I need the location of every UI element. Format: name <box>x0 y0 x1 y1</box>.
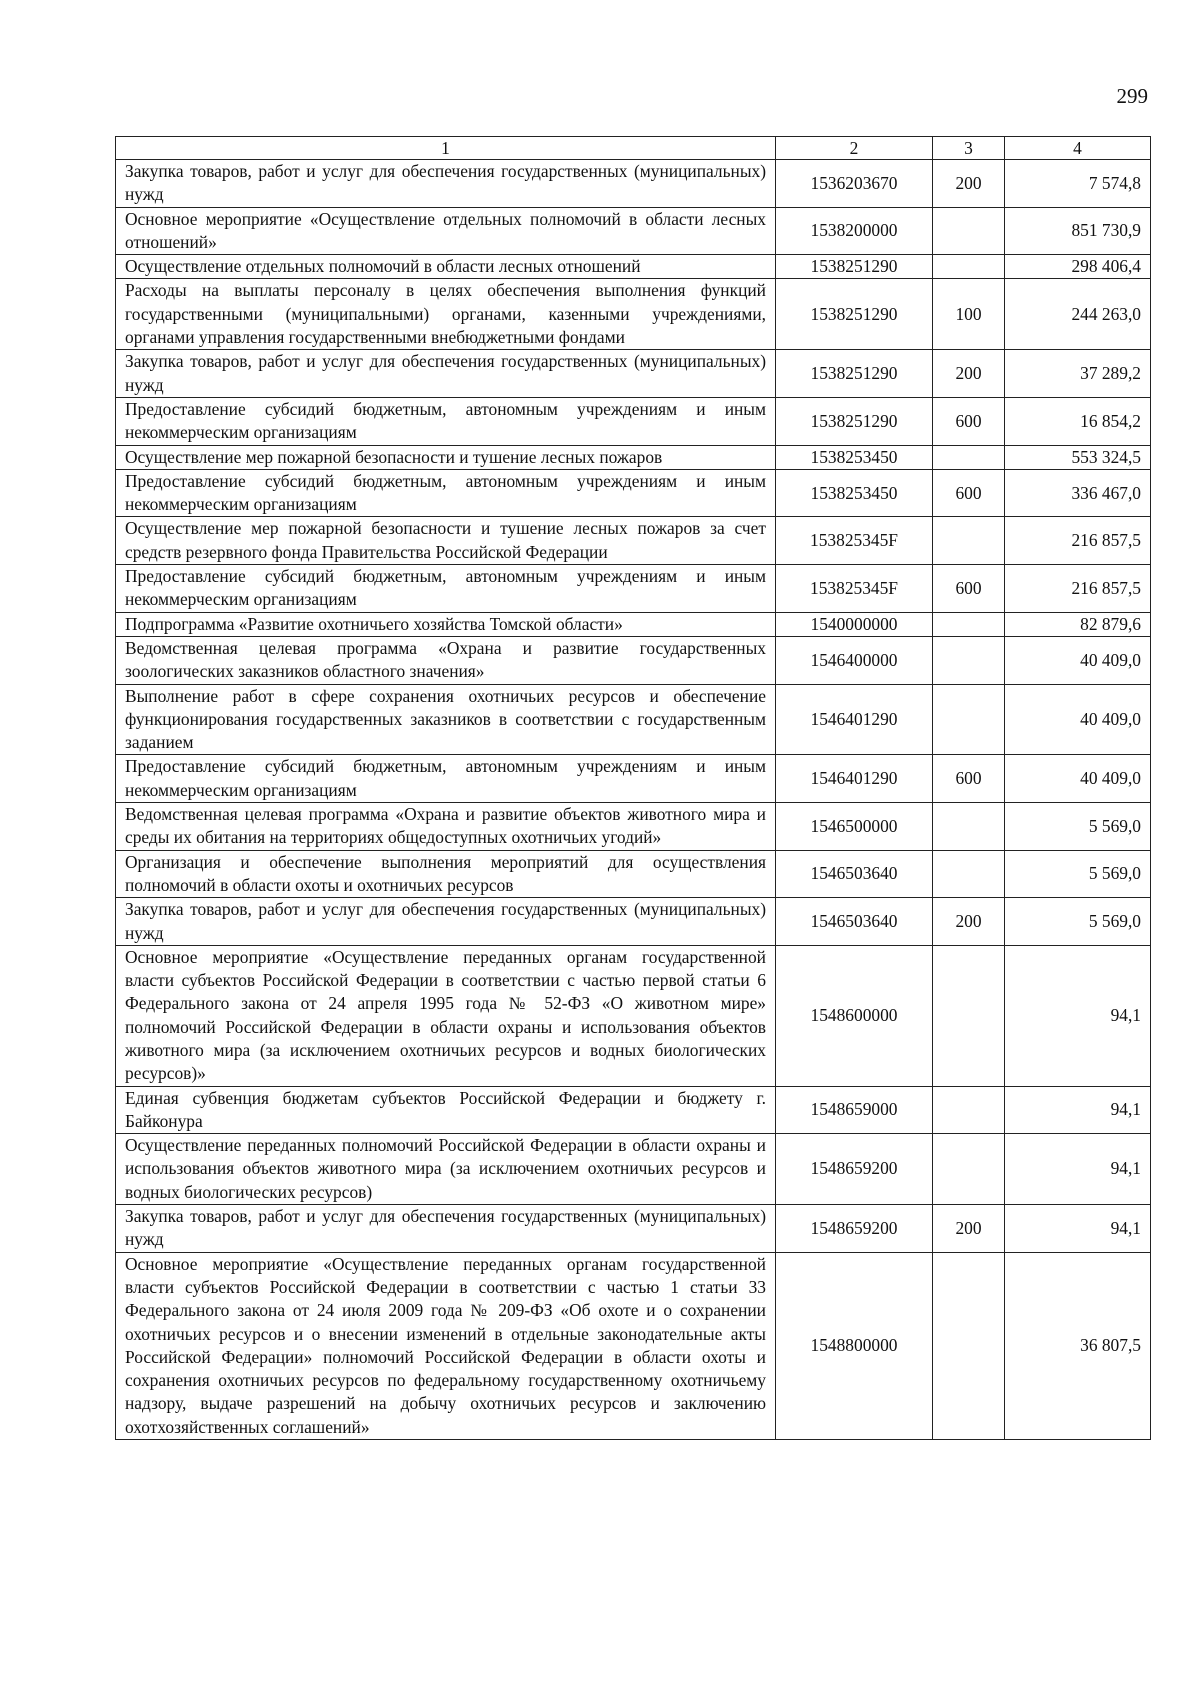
code-cell: 1538251290 <box>776 255 933 279</box>
table-row <box>116 350 1151 398</box>
expense-type-cell: 600 <box>933 755 1005 803</box>
header-col-3: 3 <box>933 137 1005 160</box>
amount-cell: 5 569,0 <box>1005 898 1151 946</box>
code-cell: 1546401290 <box>776 684 933 755</box>
code-cell: 1538251290 <box>776 350 933 398</box>
code-cell: 1540000000 <box>776 612 933 636</box>
table-row <box>116 1086 1151 1134</box>
header-col-4: 4 <box>1005 137 1151 160</box>
description-cell: Предоставление субсидий бюджетным, автономным учреждениям и иным некоммерческим организациям <box>116 469 776 517</box>
amount-cell: 82 879,6 <box>1005 612 1151 636</box>
budget-table <box>115 136 1151 1440</box>
description-cell: Основное мероприятие «Осуществление переданных органам государственной власти субъектов Российской Федерации в соответствии с частью первой статьи 6 Федерального закона от 24 апреля 1995 года № 52-ФЗ «О животном мире» полномочий Российской Федерации в области охраны и использования объектов животного мира (за исключением охотничьих ресурсов и водных биологических ресурсов)» <box>116 945 776 1086</box>
description-cell: Осуществление отдельных полномочий в области лесных отношений <box>116 255 776 279</box>
code-cell: 1548600000 <box>776 945 933 1086</box>
expense-type-cell: 200 <box>933 160 1005 208</box>
table-row <box>116 517 1151 565</box>
amount-cell: 244 263,0 <box>1005 279 1151 350</box>
amount-cell: 37 289,2 <box>1005 350 1151 398</box>
table-row <box>116 898 1151 946</box>
table-row <box>116 255 1151 279</box>
expense-type-cell <box>933 517 1005 565</box>
code-cell: 1538251290 <box>776 279 933 350</box>
description-cell: Предоставление субсидий бюджетным, автономным учреждениям и иным некоммерческим организациям <box>116 755 776 803</box>
description-cell: Предоставление субсидий бюджетным, автономным учреждениям и иным некоммерческим организациям <box>116 565 776 613</box>
code-cell: 1548800000 <box>776 1252 933 1439</box>
code-cell: 1548659000 <box>776 1086 933 1134</box>
code-cell: 1538200000 <box>776 207 933 255</box>
description-cell: Основное мероприятие «Осуществление отдельных полномочий в области лесных отношений» <box>116 207 776 255</box>
header-col-1: 1 <box>116 137 776 160</box>
expense-type-cell <box>933 636 1005 684</box>
table-row <box>116 207 1151 255</box>
amount-cell: 16 854,2 <box>1005 397 1151 445</box>
description-cell: Ведомственная целевая программа «Охрана и развитие объектов животного мира и среды их обитания на территориях общедоступных охотничьих угодий» <box>116 803 776 851</box>
code-cell: 1536203670 <box>776 160 933 208</box>
code-cell: 1538253450 <box>776 445 933 469</box>
header-col-2: 2 <box>776 137 933 160</box>
table-header-row <box>116 137 1151 160</box>
amount-cell: 5 569,0 <box>1005 850 1151 898</box>
amount-cell: 7 574,8 <box>1005 160 1151 208</box>
table-row <box>116 397 1151 445</box>
expense-type-cell: 200 <box>933 898 1005 946</box>
amount-cell: 36 807,5 <box>1005 1252 1151 1439</box>
amount-cell: 94,1 <box>1005 945 1151 1086</box>
amount-cell: 94,1 <box>1005 1086 1151 1134</box>
description-cell: Предоставление субсидий бюджетным, автономным учреждениям и иным некоммерческим организациям <box>116 397 776 445</box>
amount-cell: 553 324,5 <box>1005 445 1151 469</box>
expense-type-cell <box>933 850 1005 898</box>
table-row <box>116 945 1151 1086</box>
description-cell: Осуществление переданных полномочий Российской Федерации в области охраны и использования объектов животного мира (за исключением охотничьих ресурсов и водных биологических ресурсов) <box>116 1134 776 1205</box>
table-row <box>116 636 1151 684</box>
expense-type-cell: 100 <box>933 279 1005 350</box>
expense-type-cell <box>933 255 1005 279</box>
description-cell: Закупка товаров, работ и услуг для обеспечения государственных (муниципальных) нужд <box>116 350 776 398</box>
code-cell: 1546503640 <box>776 898 933 946</box>
description-cell: Выполнение работ в сфере сохранения охотничьих ресурсов и обеспечение функционирования государственных заказников в соответствии с государственным заданием <box>116 684 776 755</box>
code-cell: 1538253450 <box>776 469 933 517</box>
code-cell: 153825345F <box>776 565 933 613</box>
expense-type-cell <box>933 1086 1005 1134</box>
code-cell: 1546503640 <box>776 850 933 898</box>
amount-cell: 40 409,0 <box>1005 684 1151 755</box>
code-cell: 1546400000 <box>776 636 933 684</box>
description-cell: Основное мероприятие «Осуществление переданных органам государственной власти субъектов Российской Федерации в соответствии с частью 1 статьи 33 Федерального закона от 24 июля 2009 года № 209-ФЗ «Об охоте и о сохранении охотничьих ресурсов и о внесении изменений в отдельные законодательные акты Российской Федерации» полномочий Российской Федерации в области охоты и сохранения охотничьих ресурсов по федеральному государственному охотничьему надзору, выдаче разрешений на добычу охотничьих ресурсов и заключению охотхозяйственных соглашений» <box>116 1252 776 1439</box>
description-cell: Организация и обеспечение выполнения мероприятий для осуществления полномочий в области охоты и охотничьих ресурсов <box>116 850 776 898</box>
expense-type-cell <box>933 1134 1005 1205</box>
code-cell: 1546500000 <box>776 803 933 851</box>
table-row <box>116 445 1151 469</box>
expense-type-cell: 200 <box>933 1205 1005 1253</box>
expense-type-cell <box>933 803 1005 851</box>
table-row <box>116 803 1151 851</box>
expense-type-cell: 200 <box>933 350 1005 398</box>
code-cell: 1538251290 <box>776 397 933 445</box>
code-cell: 1548659200 <box>776 1205 933 1253</box>
table-row <box>116 565 1151 613</box>
expense-type-cell <box>933 945 1005 1086</box>
description-cell: Ведомственная целевая программа «Охрана и развитие государственных зоологических заказников областного значения» <box>116 636 776 684</box>
description-cell: Закупка товаров, работ и услуг для обеспечения государственных (муниципальных) нужд <box>116 898 776 946</box>
table-row <box>116 684 1151 755</box>
amount-cell: 40 409,0 <box>1005 755 1151 803</box>
amount-cell: 216 857,5 <box>1005 517 1151 565</box>
expense-type-cell <box>933 207 1005 255</box>
amount-cell: 336 467,0 <box>1005 469 1151 517</box>
description-cell: Подпрограмма «Развитие охотничьего хозяйства Томской области» <box>116 612 776 636</box>
table-row <box>116 1205 1151 1253</box>
description-cell: Закупка товаров, работ и услуг для обеспечения государственных (муниципальных) нужд <box>116 160 776 208</box>
table-row <box>116 160 1151 208</box>
table-row <box>116 1252 1151 1439</box>
amount-cell: 40 409,0 <box>1005 636 1151 684</box>
description-cell: Единая субвенция бюджетам субъектов Российской Федерации и бюджету г. Байконура <box>116 1086 776 1134</box>
expense-type-cell <box>933 684 1005 755</box>
expense-type-cell <box>933 445 1005 469</box>
table-row <box>116 755 1151 803</box>
amount-cell: 851 730,9 <box>1005 207 1151 255</box>
amount-cell: 94,1 <box>1005 1134 1151 1205</box>
code-cell: 153825345F <box>776 517 933 565</box>
table-row <box>116 1134 1151 1205</box>
description-cell: Осуществление мер пожарной безопасности и тушение лесных пожаров <box>116 445 776 469</box>
amount-cell: 5 569,0 <box>1005 803 1151 851</box>
expense-type-cell: 600 <box>933 469 1005 517</box>
amount-cell: 216 857,5 <box>1005 565 1151 613</box>
expense-type-cell <box>933 612 1005 636</box>
table-body <box>116 160 1151 1440</box>
description-cell: Закупка товаров, работ и услуг для обеспечения государственных (муниципальных) нужд <box>116 1205 776 1253</box>
expense-type-cell: 600 <box>933 397 1005 445</box>
table-row <box>116 469 1151 517</box>
table-row <box>116 850 1151 898</box>
expense-type-cell: 600 <box>933 565 1005 613</box>
description-cell: Расходы на выплаты персоналу в целях обеспечения выполнения функций государственными (муниципальными) органами, казенными учреждениями, органами управления государственными внебюджетными фондами <box>116 279 776 350</box>
amount-cell: 94,1 <box>1005 1205 1151 1253</box>
page-number: 299 <box>1116 84 1148 108</box>
code-cell: 1548659200 <box>776 1134 933 1205</box>
code-cell: 1546401290 <box>776 755 933 803</box>
amount-cell: 298 406,4 <box>1005 255 1151 279</box>
description-cell: Осуществление мер пожарной безопасности и тушение лесных пожаров за счет средств резервного фонда Правительства Российской Федерации <box>116 517 776 565</box>
expense-type-cell <box>933 1252 1005 1439</box>
table-row <box>116 279 1151 350</box>
table-row <box>116 612 1151 636</box>
